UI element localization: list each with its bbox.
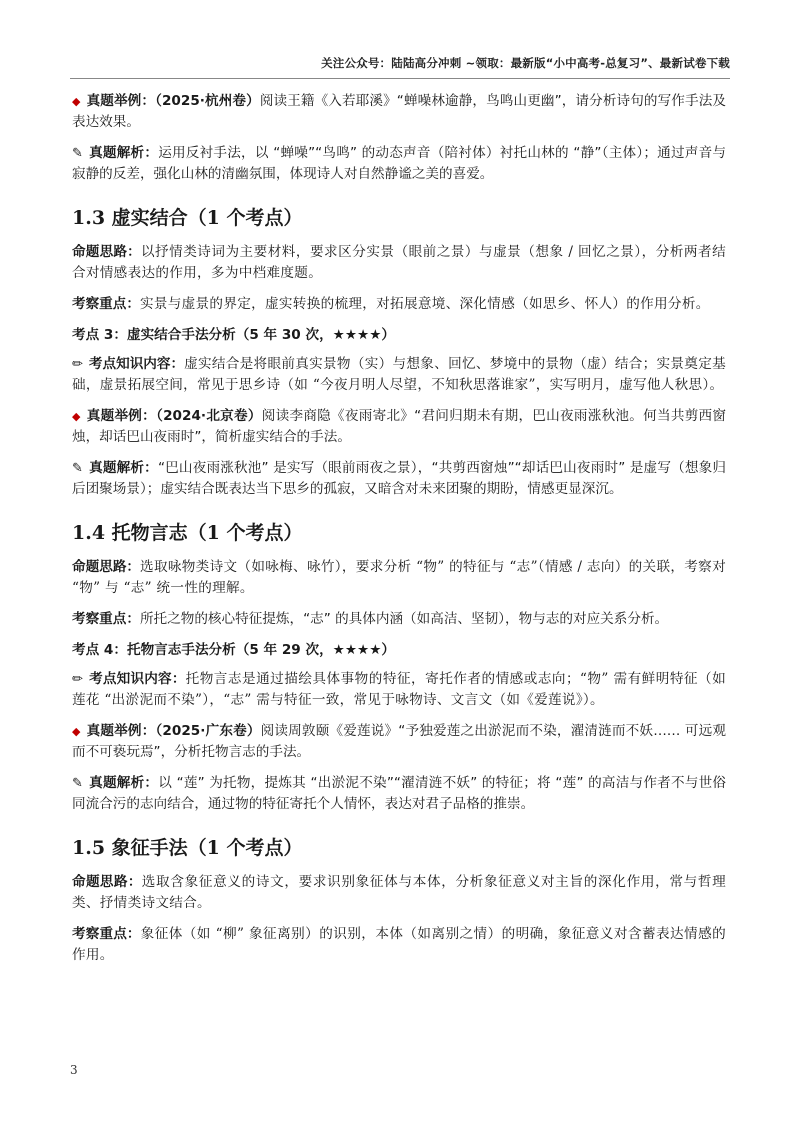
knowledge-paragraph xyxy=(72,354,726,396)
intro-analysis xyxy=(72,143,726,185)
knowledge-label: 考点知识内容： xyxy=(88,671,186,687)
diamond-icon: ◆ xyxy=(72,95,81,108)
kaocha-text: 实景与虚景的界定，虚实转换的梳理，对拓展意境、深化情感（如思乡、怀人）的作用分析。 xyxy=(139,296,710,312)
example-text: 阅读李商隐《夜雨寄北》“君问归期未有期，巴山夜雨涨秋池。何当共剪西窗烛，却话巴山夜雨时”，简析虚实结合的手法。 xyxy=(72,408,727,445)
mingti-text: 以抒情类诗词为主要材料，要求区分实景（眼前之景）与虚景（想象 / 回忆之景），分析两者结合对情感表达的作用，多为中档难度题。 xyxy=(72,244,726,281)
analysis-text: 运用反衬手法，以 “蝉噪”“鸟鸣” 的动态声音（陪衬体）衬托山林的 “静”（主体）；通过声音与寂静的反差，强化山林的清幽氛围，体现诗人对自然静谧之美的喜爱。 xyxy=(72,145,726,182)
mingti-paragraph xyxy=(72,242,726,284)
kaocha-paragraph xyxy=(72,294,726,315)
knowledge-label: 考点知识内容： xyxy=(88,356,185,372)
analysis-label: 真题解析： xyxy=(88,145,159,161)
example-paragraph xyxy=(72,406,726,448)
mingti-paragraph xyxy=(72,557,726,599)
pencil-icon: ✎ xyxy=(72,461,83,476)
pencil-icon: ✎ xyxy=(72,776,83,791)
mingti-label: 命题思路： xyxy=(72,874,142,890)
pencil-icon: ✏ xyxy=(72,672,83,687)
example-source: （2024·北京卷） xyxy=(156,408,262,424)
page-header: 关注公众号：陆陆高分冲刺 ~领取：最新版“小中高考-总复习”、最新试卷下载 xyxy=(321,56,730,70)
example-label: 真题举例： xyxy=(86,93,156,109)
knowledge-text: 托物言志是通过描绘具体事物的特征，寄托作者的情感或志向；“物” 需有鲜明特征（如莲花 “出淤泥而不染”），“志” 需与特征一致，常见于咏物诗、文言文（如《爱莲说》）。 xyxy=(72,671,727,708)
diamond-icon: ◆ xyxy=(72,410,81,423)
example-source: （2025·广东卷） xyxy=(155,723,261,739)
mingti-label: 命题思路： xyxy=(72,244,141,260)
kaocha-paragraph xyxy=(72,609,726,630)
analysis-text: 以 “莲” 为托物，提炼其 “出淤泥不染”“濯清涟不妖” 的特征；将 “莲” 的高洁与作者不与世俗同流合污的志向结合，通过物的特征寄托个人情怀，表达对君子品格的推崇。 xyxy=(72,775,727,812)
kaocha-text: 所托之物的核心特征提炼，“志” 的具体内涵（如高洁、坚韧），物与志的对应关系分析。 xyxy=(139,611,669,627)
analysis-label: 真题解析： xyxy=(88,460,158,476)
section-title: 1.3 虚实结合（1 个考点） xyxy=(72,207,303,229)
analysis-label: 真题解析： xyxy=(88,775,159,791)
example-paragraph xyxy=(72,721,726,763)
section-title: 1.4 托物言志（1 个考点） xyxy=(72,522,303,544)
analysis-paragraph xyxy=(72,458,726,500)
kaocha-label: 考察重点： xyxy=(72,926,141,942)
kaodian-title: 考点 4：托物言志手法分析（5 年 29 次，★★★★） xyxy=(72,642,396,658)
pencil-icon: ✏ xyxy=(72,357,83,372)
pencil-icon: ✎ xyxy=(72,146,83,161)
knowledge-text: 虚实结合是将眼前真实景物（实）与想象、回忆、梦境中的景物（虚）结合；实景奠定基础，虚景拓展空间，常见于思乡诗（如 “今夜月明人尽望，不知秋思落谁家”，实写明月，虚写他人秋思）。 xyxy=(72,356,726,393)
kaocha-label: 考察重点： xyxy=(72,296,140,312)
page-content xyxy=(72,91,726,976)
example-label: 真题举例： xyxy=(86,723,156,739)
kaocha-label: 考察重点： xyxy=(72,611,140,627)
mingti-text: 选取含象征意义的诗文，要求识别象征体与本体，分析象征意义对主旨的深化作用，常与哲理类、抒情类诗文结合。 xyxy=(72,874,727,911)
page-number: 3 xyxy=(70,1063,78,1077)
mingti-paragraph xyxy=(72,872,726,914)
kaocha-paragraph xyxy=(72,924,726,966)
knowledge-paragraph xyxy=(72,669,726,711)
example-label: 真题举例： xyxy=(86,408,157,424)
kaocha-text: 象征体（如 “柳” 象征离别）的识别，本体（如离别之情）的明确，象征意义对含蓄表达情感的作用。 xyxy=(72,926,726,963)
diamond-icon: ◆ xyxy=(72,725,81,738)
example-text: 阅读王籍《入若耶溪》“蝉噪林逾静，鸟鸣山更幽”，请分析诗句的写作手法及表达效果。 xyxy=(72,93,726,130)
header-divider xyxy=(70,78,730,79)
example-text: 阅读周敦颐《爱莲说》“予独爱莲之出淤泥而不染，濯清涟而不妖…… 可远观而不可亵玩焉”，分析托物言志的手法。 xyxy=(72,723,726,760)
analysis-text: “巴山夜雨涨秋池” 是实写（眼前雨夜之景），“共剪西窗烛”“却话巴山夜雨时” 是虚写（想象归后团聚场景）；虚实结合既表达当下思乡的孤寂，又暗含对未来团聚的期盼，情感更显深沉。 xyxy=(72,460,726,497)
example-source: （2025·杭州卷） xyxy=(155,93,260,109)
mingti-label: 命题思路： xyxy=(72,559,141,575)
analysis-paragraph xyxy=(72,773,726,815)
section-title: 1.5 象征手法（1 个考点） xyxy=(72,837,303,859)
kaodian-title: 考点 3：虚实结合手法分析（5 年 30 次，★★★★） xyxy=(72,327,396,343)
mingti-text: 选取咏物类诗文（如咏梅、咏竹），要求分析 “物” 的特征与 “志”（情感 / 志向）的关联，考察对 “物” 与 “志” 统一性的理解。 xyxy=(72,559,726,596)
intro-example xyxy=(72,91,726,133)
